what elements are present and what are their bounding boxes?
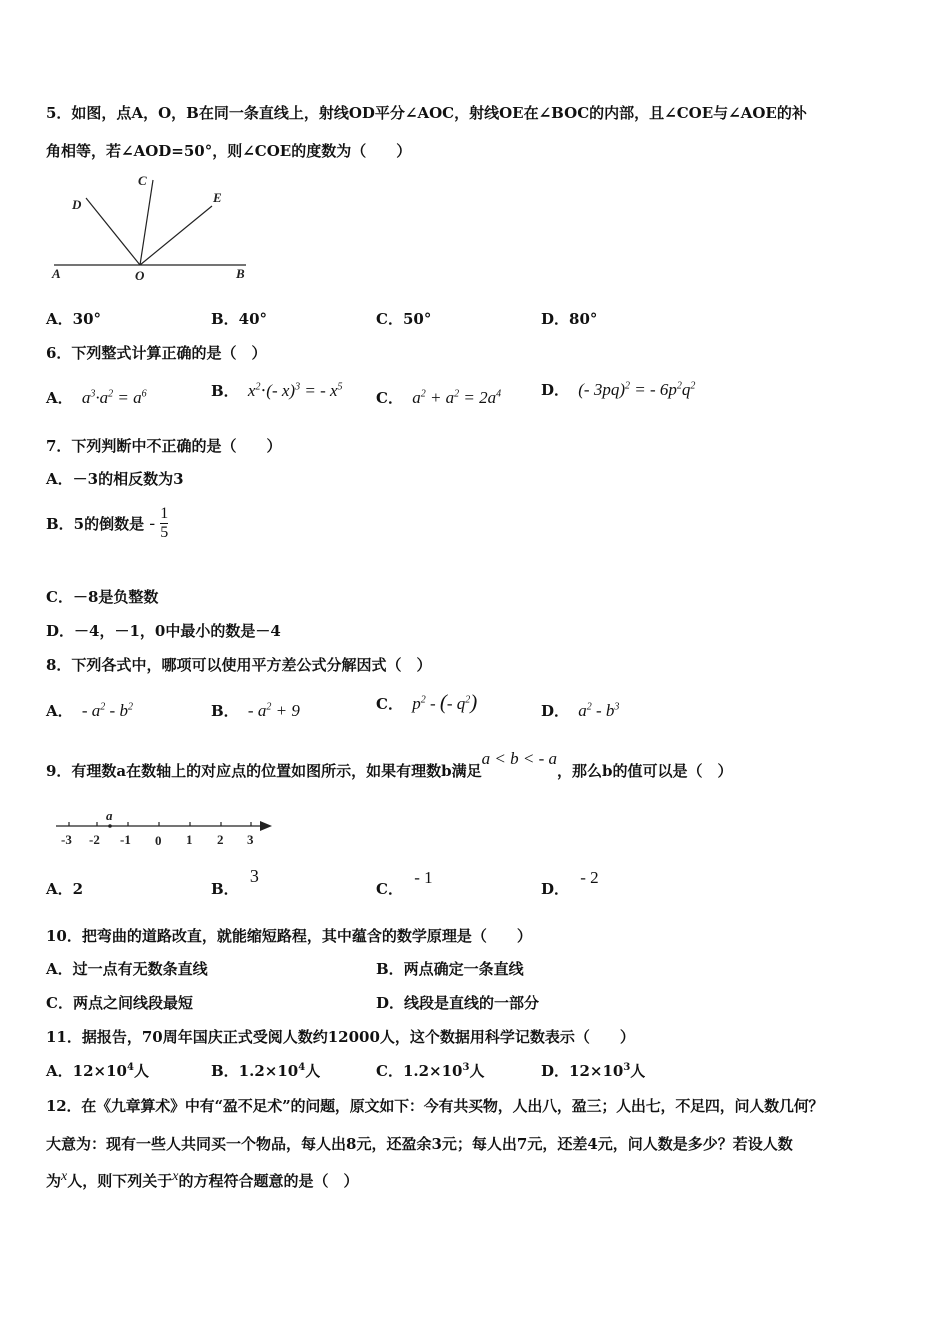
q5-stem-line-1: 5．如图，点A，O，B在同一条直线上，射线OD平分∠AOC，射线OE在∠BOC的内部，且∠COE与∠AOE的补 <box>46 104 807 122</box>
tick-label-1: 1 <box>186 832 193 847</box>
tick-label-neg2: -2 <box>89 832 100 847</box>
q5-option-a: A．30° <box>46 310 102 328</box>
q10-stem: 10．把弯曲的道路改直，就能缩短路程，其中蕴含的数学原理是（ ） <box>46 927 532 945</box>
q7-option-a: A．－3的相反数为3 <box>46 470 184 488</box>
q10-option-a: A．过一点有无数条直线 <box>46 960 208 978</box>
q9-option-c: C． - 1 <box>376 868 433 898</box>
q9-option-a: A．2 <box>46 880 84 898</box>
q6-option-b: B． $x^2\cdot(-$ x)$^3$ = - $x^5$ <box>211 381 343 400</box>
tick-label-0: 0 <box>155 833 162 848</box>
q7-fraction: $\frac{1}{5}$ <box>160 505 169 541</box>
point-b-label: B <box>236 266 245 281</box>
q11-option-d: D．$12\times 10^3$人 <box>541 1062 646 1080</box>
q5-option-b: B．40° <box>211 310 268 328</box>
point-o-label: O <box>135 268 145 283</box>
q8-option-c: C． $p^2$ - (- $q^2$) <box>376 690 478 714</box>
q8-option-d: D． $a^2 - b^3$ <box>541 701 620 720</box>
point-e-label: E <box>213 190 222 205</box>
q5-angle-figure <box>46 170 256 285</box>
q9-number-line <box>52 808 277 853</box>
q10-option-b: B．两点确定一条直线 <box>376 960 524 978</box>
q6-option-a: A． $a^3\cdot a^2 = a^6$ <box>46 388 147 407</box>
tick-label-2: 2 <box>217 832 224 847</box>
q10-option-d: D．线段是直线的一部分 <box>376 994 540 1012</box>
q7-option-c: C．－8是负整数 <box>46 588 159 606</box>
q12-line-3: 为x人，则下列关于x的方程符合题意的是（ ） <box>46 1169 359 1190</box>
tick-label-3: 3 <box>247 832 254 847</box>
q7-option-b: B．5的倒数是 - $\frac{1}{5}$ <box>46 505 169 541</box>
point-d-label: D <box>72 197 82 212</box>
tick-label-neg1: -1 <box>120 832 131 847</box>
q9-option-b: B． 3 <box>211 866 259 898</box>
q12-line-1: 12．在《九章算术》中有“盈不足术”的问题，原文如下：今有共买物，人出八，盈三；人出七，不足四，问人数几何？ <box>46 1097 824 1115</box>
point-a-label: A <box>52 266 61 281</box>
point-c-label: C <box>138 173 147 188</box>
q9-inequality: a < b < - a <box>481 749 558 768</box>
q11-stem: 11．据报告，70周年国庆正式受阅人数约12000人，这个数据用科学记数表示（ ） <box>46 1028 635 1046</box>
q9-stem: 9．有理数a在数轴上的对应点的位置如图所示，如果有理数b满足a < b < - a，那么b的值可以是（ ） <box>46 749 733 780</box>
q11-option-b: B．$1.2\times 10^4$人 <box>211 1062 321 1080</box>
q6-stem: 6．下列整式计算正确的是（ ） <box>46 344 267 362</box>
q7-option-d: D．－4，－1，0中最小的数是－4 <box>46 622 281 640</box>
q8-option-b: B． - $a^2 + 9$ <box>211 701 300 720</box>
q12-line-2: 大意为：现有一些人共同买一个物品，每人出8元，还盈余3元；每人出7元，还差4元，问人数是多少？若设人数 <box>46 1135 793 1153</box>
tick-label-neg3: -3 <box>61 832 72 847</box>
q6-option-c: C． $a^2 + a^2 = 2a^4$ <box>376 388 502 407</box>
q11-option-a: A．$12\times 10^4$人 <box>46 1062 149 1080</box>
q9-point-a-label: a <box>106 808 113 823</box>
q8-stem: 8．下列各式中，哪项可以使用平方差公式分解因式（ ） <box>46 656 432 674</box>
q7-stem: 7．下列判断中不正确的是（ ） <box>46 437 282 455</box>
q5-option-c: C．50° <box>376 310 432 328</box>
q10-option-c: C．两点之间线段最短 <box>46 994 193 1012</box>
q9-option-d: D． - 2 <box>541 868 599 898</box>
q5-option-d: D．80° <box>541 310 598 328</box>
q8-option-a: A． - $a^2 - b^2$ <box>46 701 133 720</box>
q5-stem-line-2: 角相等，若∠AOD=50°，则∠COE的度数为（ ） <box>46 142 412 160</box>
q6-option-d: D． (- 3pq)$^2$ = - $6p^2q^2$ <box>541 380 696 399</box>
q11-option-c: C．$1.2\times 10^3$人 <box>376 1062 485 1080</box>
